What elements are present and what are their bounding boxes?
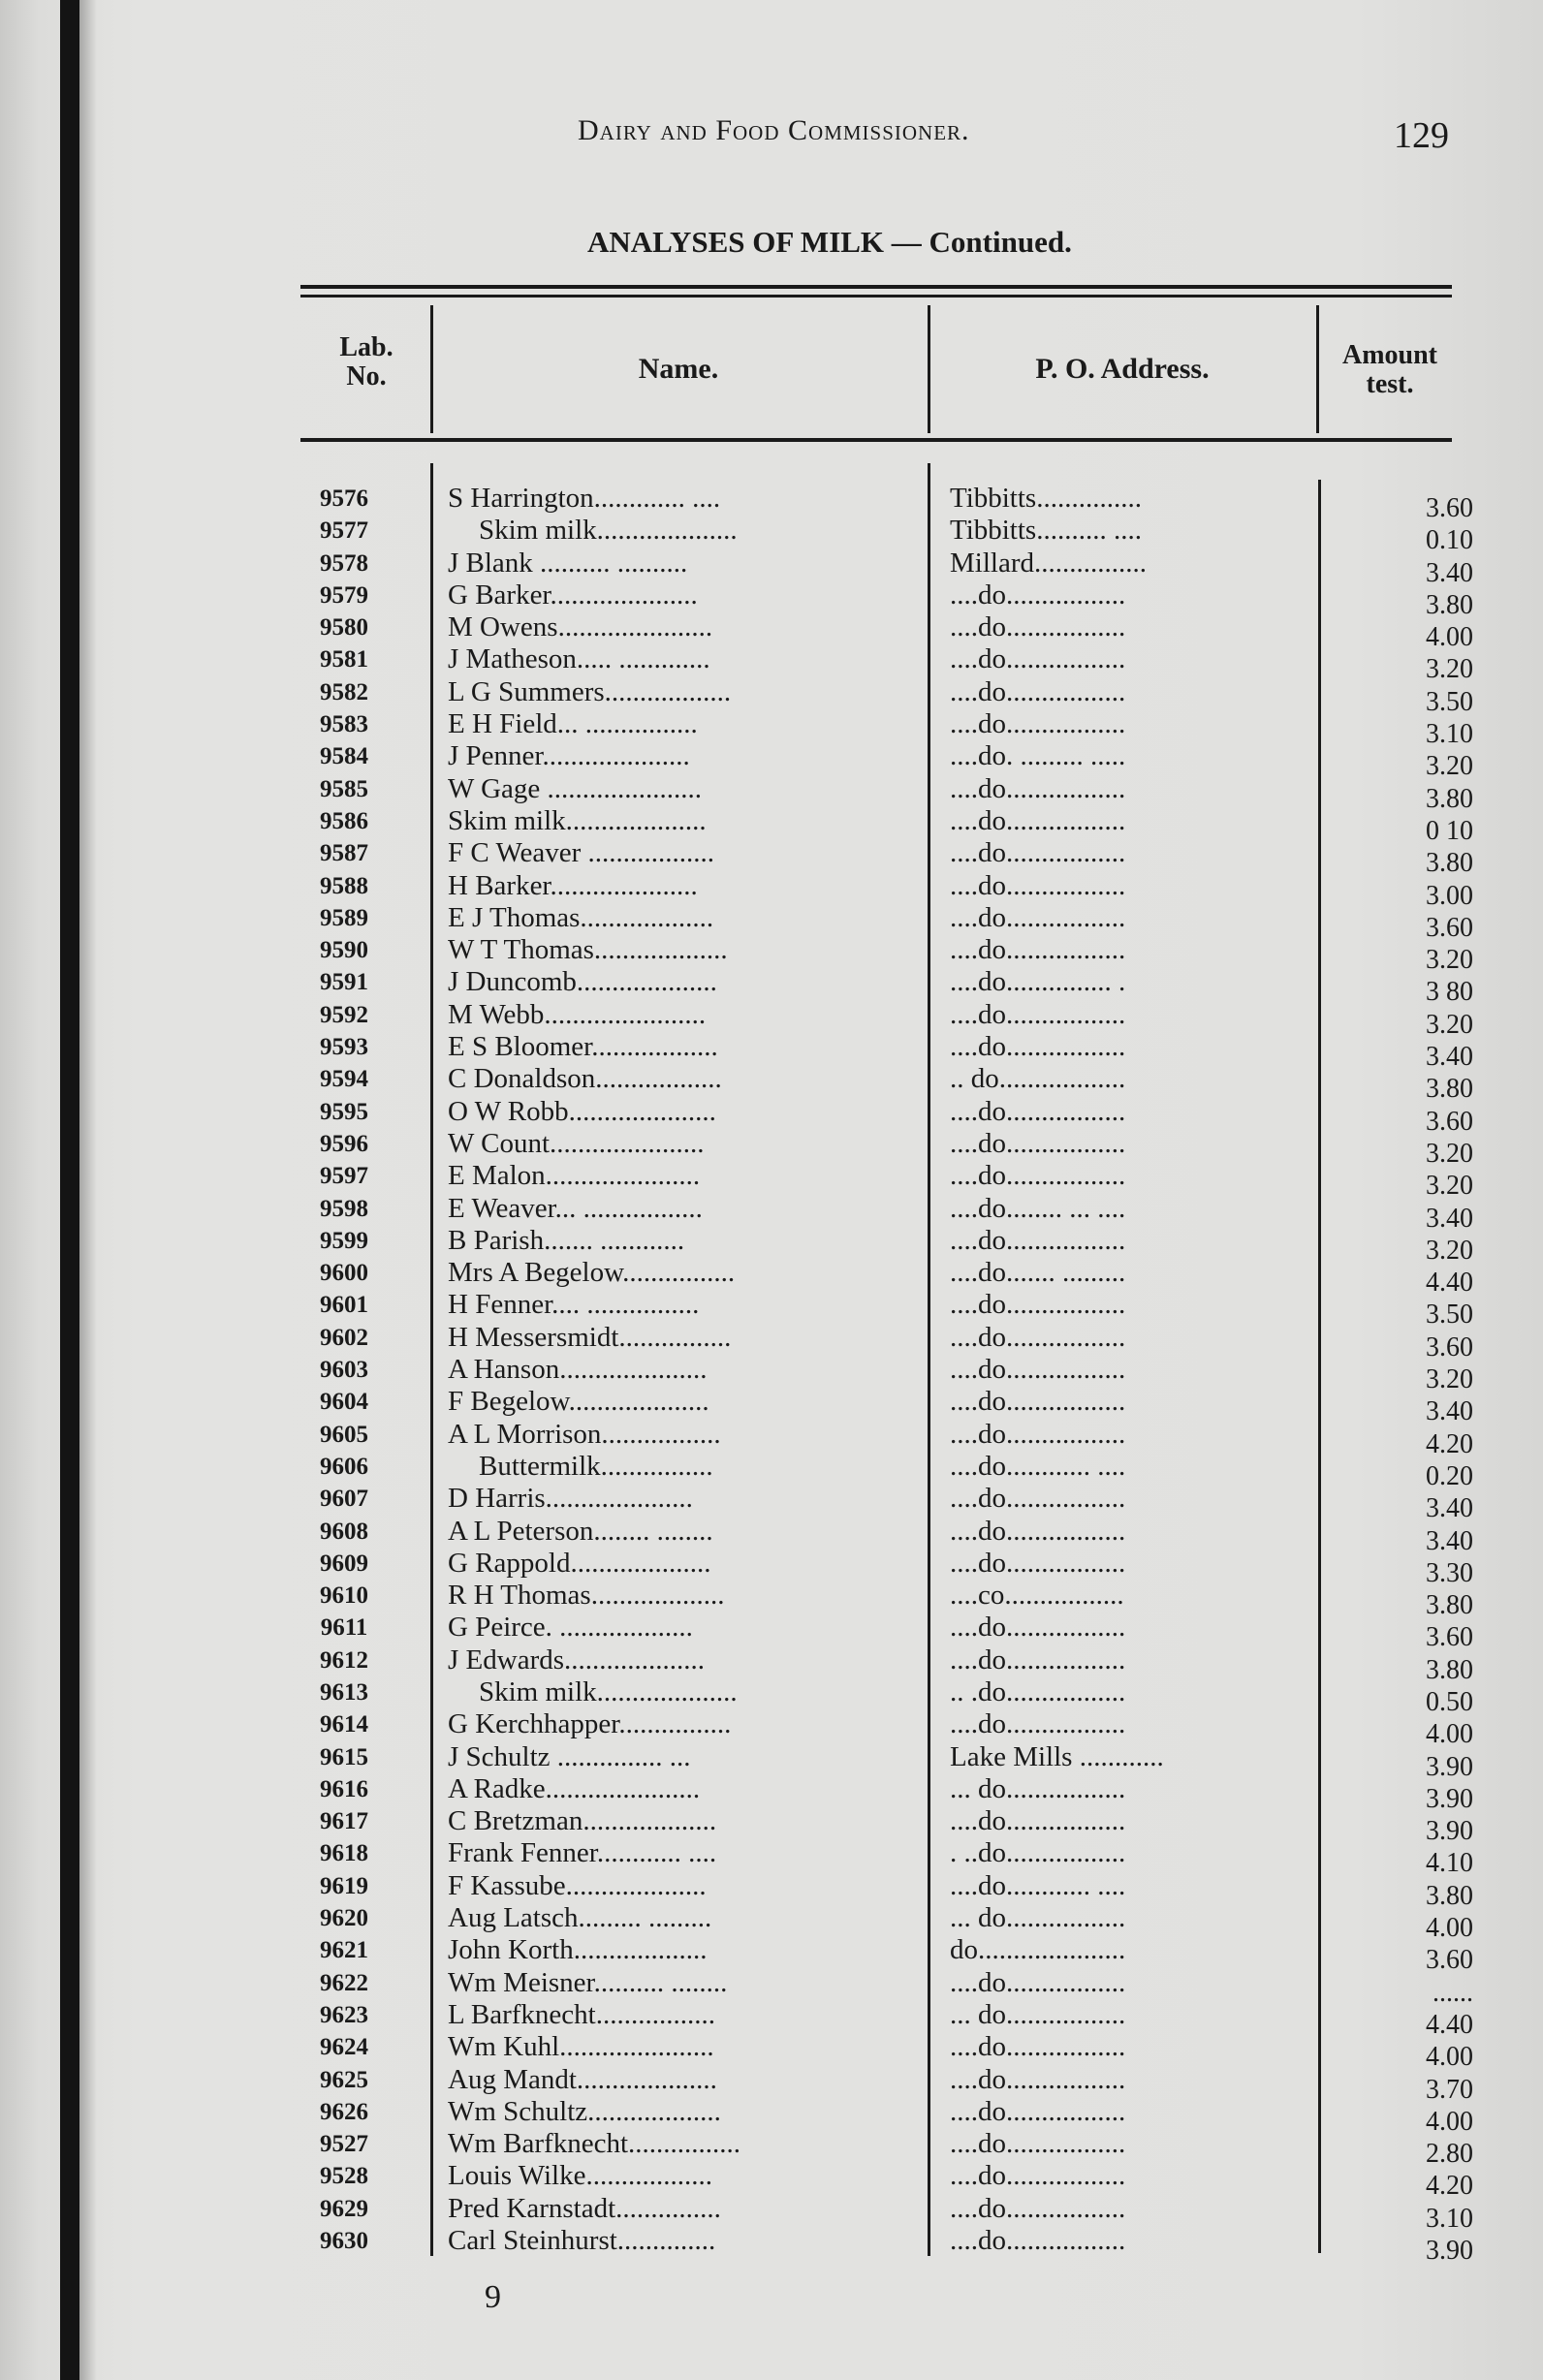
name-cell: J Blank .......... .......... — [448, 547, 688, 579]
table-row — [291, 1772, 1473, 1814]
header-amount — [1322, 341, 1458, 399]
amount-cell: 3.20 — [1426, 1171, 1473, 1202]
lab-number: 9578 — [320, 549, 368, 577]
amount-cell: 3.40 — [1426, 1525, 1473, 1556]
amount-cell: ...... — [1433, 1977, 1473, 2008]
address-cell: ....do................. — [950, 998, 1126, 1030]
name-cell: E H Field... ................ — [448, 708, 698, 740]
address-cell: Millard................ — [950, 547, 1147, 579]
lab-number: 9602 — [320, 1324, 368, 1351]
name-cell: E S Bloomer.................. — [448, 1031, 718, 1063]
table-row — [291, 2063, 1473, 2105]
lab-number: 9527 — [320, 2131, 368, 2158]
lab-number: 9624 — [320, 2034, 368, 2061]
lab-number: 9586 — [320, 807, 368, 834]
name-cell: M Owens...................... — [448, 611, 713, 643]
table-row — [291, 1902, 1473, 1944]
address-cell: ....do................. — [950, 2063, 1126, 2095]
name-cell: J Duncomb.................... — [448, 966, 717, 998]
name-cell: G Peirce. ................... — [448, 1612, 693, 1644]
header-divider-3 — [1316, 305, 1319, 433]
lab-number: 9582 — [320, 678, 368, 705]
amount-cell: 3.20 — [1426, 945, 1473, 976]
lab-number: 9605 — [320, 1421, 368, 1448]
amount-cell: 3 80 — [1426, 977, 1473, 1008]
lab-number: 9622 — [320, 1969, 368, 1996]
lab-number: 9625 — [320, 2066, 368, 2093]
amount-cell: 3.40 — [1426, 1203, 1473, 1234]
amount-cell: 2.80 — [1426, 2139, 1473, 2170]
table-row — [291, 675, 1473, 717]
address-cell: ....do................. — [950, 1708, 1126, 1740]
name-cell: A L Peterson........ ........ — [448, 1515, 713, 1547]
address-cell: ....do................. — [950, 1031, 1126, 1063]
table-row — [291, 1127, 1473, 1169]
amount-cell: 3.10 — [1426, 2203, 1473, 2234]
lab-number: 9589 — [320, 904, 368, 931]
name-cell: C Donaldson.................. — [448, 1063, 722, 1095]
name-cell: L Barfknecht................. — [448, 1998, 715, 2030]
name-cell: Frank Fenner............ .... — [448, 1837, 717, 1869]
amount-cell: 3.10 — [1426, 719, 1473, 750]
address-cell: ....do................. — [950, 643, 1126, 675]
lab-number: 9613 — [320, 1678, 368, 1706]
name-cell: John Korth................... — [448, 1934, 708, 1966]
amount-cell: 3.80 — [1426, 1654, 1473, 1685]
name-cell: F Kassube.................... — [448, 1869, 707, 1901]
table-row — [291, 1192, 1473, 1234]
lab-number: 9580 — [320, 614, 368, 642]
address-cell: .. .do................. — [950, 1675, 1126, 1707]
address-cell: Tibbitts.......... .... — [950, 515, 1142, 547]
address-cell: ....do................. — [950, 1095, 1126, 1127]
header-address: P. O. Address. — [1035, 353, 1210, 385]
amount-cell: 3.90 — [1426, 2236, 1473, 2267]
name-cell: L G Summers.................. — [448, 675, 732, 707]
address-cell: ....do................. — [950, 708, 1126, 740]
name-cell: W Count...................... — [448, 1127, 705, 1159]
book-binding-edge — [60, 0, 79, 2380]
address-cell: ....do....... ......... — [950, 1257, 1126, 1289]
milk-analyses-table — [291, 483, 1473, 2267]
amount-cell: 3.80 — [1426, 848, 1473, 879]
address-cell: ....do................. — [950, 1612, 1126, 1644]
table-row — [291, 1547, 1473, 1588]
table-row — [291, 643, 1473, 685]
amount-cell: 3.40 — [1426, 557, 1473, 588]
name-cell: J Edwards.................... — [448, 1644, 706, 1675]
amount-cell: 3.90 — [1426, 1751, 1473, 1782]
amount-cell: 3.80 — [1426, 1074, 1473, 1105]
table-row — [291, 1644, 1473, 1685]
amount-cell: 4.00 — [1426, 2106, 1473, 2137]
amount-cell: 3.80 — [1426, 783, 1473, 814]
table-row — [291, 2128, 1473, 2170]
address-cell: ... do................. — [950, 1902, 1126, 1934]
name-cell: W Gage ...................... — [448, 772, 703, 804]
address-cell: ....do................. — [950, 2225, 1126, 2257]
name-cell: E Weaver... ................. — [448, 1192, 703, 1224]
amount-cell: 3.20 — [1426, 1364, 1473, 1395]
address-cell: ....do................. — [950, 1644, 1126, 1675]
lab-number: 9610 — [320, 1582, 368, 1610]
lab-number: 9596 — [320, 1130, 368, 1157]
amount-cell: 3.30 — [1426, 1557, 1473, 1588]
table-row — [291, 708, 1473, 750]
page-number: 129 — [1394, 115, 1449, 156]
lab-number: 9579 — [320, 581, 368, 609]
address-cell: ....do................. — [950, 1289, 1126, 1321]
amount-cell: 4.00 — [1426, 1913, 1473, 1944]
lab-number: 9616 — [320, 1775, 368, 1802]
address-cell: ....do................. — [950, 1127, 1126, 1159]
lab-number: 9621 — [320, 1937, 368, 1964]
name-cell: Skim milk.................... — [448, 804, 707, 836]
lab-number: 9581 — [320, 646, 368, 673]
table-row — [291, 1224, 1473, 1266]
address-cell: ....co................. — [950, 1580, 1124, 1612]
name-cell: Carl Steinhurst.............. — [448, 2225, 716, 2257]
amount-cell: 3.60 — [1426, 1622, 1473, 1653]
address-cell: ....do................. — [950, 772, 1126, 804]
name-cell: Louis Wilke.................. — [448, 2160, 712, 2192]
address-cell: ....do................. — [950, 2031, 1126, 2063]
lab-number: 9611 — [320, 1614, 368, 1642]
name-cell: Pred Karnstadt............... — [448, 2192, 721, 2224]
lab-number: 9588 — [320, 872, 368, 899]
table-row — [291, 869, 1473, 911]
table-row — [291, 837, 1473, 879]
address-cell: ... do................. — [950, 1772, 1126, 1804]
address-cell: ....do................. — [950, 2192, 1126, 2224]
lab-number: 9585 — [320, 775, 368, 802]
name-cell: Skim milk.................... — [479, 515, 738, 547]
name-cell: G Rappold.................... — [448, 1547, 711, 1579]
address-cell: ....do................. — [950, 1805, 1126, 1837]
address-cell: ....do............ .... — [950, 1869, 1126, 1901]
table-row — [291, 2225, 1473, 2267]
table-row — [291, 740, 1473, 782]
address-cell: ....do................. — [950, 2095, 1126, 2127]
table-title: ANALYSES OF MILK — Continued. — [587, 225, 1072, 259]
name-cell: W T Thomas................... — [448, 934, 728, 966]
amount-cell: 4.20 — [1426, 2171, 1473, 2202]
name-cell: A Radke...................... — [448, 1772, 701, 1804]
table-row — [291, 1031, 1473, 1073]
amount-cell: 4.00 — [1426, 2042, 1473, 2073]
table-row — [291, 1354, 1473, 1395]
lab-number: 9593 — [320, 1034, 368, 1061]
header-amount-text: Amount test. — [1341, 340, 1437, 399]
amount-cell: 4.40 — [1426, 1268, 1473, 1299]
address-cell: ....do................. — [950, 1386, 1126, 1418]
lab-number: 9608 — [320, 1518, 368, 1545]
name-cell: F Begelow.................... — [448, 1386, 709, 1418]
amount-cell: 3.90 — [1426, 1816, 1473, 1847]
amount-cell: 4.10 — [1426, 1848, 1473, 1879]
top-double-rule-2 — [300, 295, 1452, 298]
lab-number: 9590 — [320, 937, 368, 964]
amount-cell: 3.20 — [1426, 654, 1473, 685]
table-row — [291, 1675, 1473, 1717]
table-row — [291, 1160, 1473, 1202]
table-row — [291, 515, 1473, 556]
name-cell: H Barker..................... — [448, 869, 698, 901]
name-cell: Wm Schultz................... — [448, 2095, 721, 2127]
table-row — [291, 2095, 1473, 2137]
name-cell: H Fenner.... ................ — [448, 1289, 700, 1321]
lab-number: 9601 — [320, 1292, 368, 1319]
address-cell: ....do................. — [950, 1418, 1126, 1450]
amount-cell: 0 10 — [1426, 815, 1473, 846]
address-cell: ....do............ .... — [950, 1450, 1126, 1482]
name-cell: Skim milk.................... — [479, 1675, 738, 1707]
amount-cell: 3.20 — [1426, 751, 1473, 782]
amount-cell: 3.60 — [1426, 912, 1473, 943]
table-row — [291, 966, 1473, 1008]
table-row — [291, 1708, 1473, 1750]
amount-cell: 3.50 — [1426, 686, 1473, 717]
amount-cell: 3.70 — [1426, 2074, 1473, 2105]
name-cell: J Matheson..... ............. — [448, 643, 710, 675]
amount-cell: 3.60 — [1426, 1106, 1473, 1137]
lab-number: 9618 — [320, 1840, 368, 1867]
lab-number: 9630 — [320, 2228, 368, 2255]
lab-number: 9609 — [320, 1550, 368, 1577]
name-cell: Aug Latsch......... ......... — [448, 1902, 712, 1934]
address-cell: ....do................. — [950, 1547, 1126, 1579]
amount-cell: 3.20 — [1426, 1235, 1473, 1266]
header-lab-no — [308, 333, 425, 391]
amount-cell: 3.40 — [1426, 1042, 1473, 1073]
amount-cell: 4.00 — [1426, 1719, 1473, 1750]
address-cell: ....do. ......... ..... — [950, 740, 1126, 772]
amount-cell: 4.20 — [1426, 1428, 1473, 1459]
name-cell: G Barker..................... — [448, 579, 698, 611]
table-row — [291, 804, 1473, 846]
table-row — [291, 1837, 1473, 1879]
amount-cell: 3.50 — [1426, 1300, 1473, 1331]
amount-cell: 4.40 — [1426, 2009, 1473, 2040]
table-row — [291, 1515, 1473, 1556]
table-row — [291, 611, 1473, 653]
top-double-rule-1 — [300, 285, 1452, 289]
address-cell: ....do................. — [950, 1321, 1126, 1353]
table-row — [291, 2160, 1473, 2202]
name-cell: J Penner..................... — [448, 740, 690, 772]
lab-number: 9577 — [320, 517, 368, 545]
lab-number: 9607 — [320, 1486, 368, 1513]
table-row — [291, 483, 1473, 523]
lab-number: 9626 — [320, 2098, 368, 2125]
name-cell: J Schultz ............... ... — [448, 1740, 691, 1772]
name-cell: E Malon...................... — [448, 1160, 701, 1192]
lab-number: 9600 — [320, 1260, 368, 1287]
name-cell: Aug Mandt.................... — [448, 2063, 717, 2095]
binding-shadow — [79, 0, 97, 2380]
address-cell: .. do.................. — [950, 1063, 1126, 1095]
name-cell: A L Morrison................. — [448, 1418, 721, 1450]
table-row — [291, 579, 1473, 620]
table-row — [291, 1998, 1473, 2040]
address-cell: ....do................. — [950, 1354, 1126, 1386]
amount-cell: 3.20 — [1426, 1138, 1473, 1169]
lab-number: 9617 — [320, 1808, 368, 1835]
table-row — [291, 934, 1473, 976]
address-cell: . ..do................. — [950, 1837, 1126, 1869]
amount-cell: 4.00 — [1426, 622, 1473, 653]
table-row — [291, 1289, 1473, 1331]
table-row — [291, 547, 1473, 588]
header-lab-no-text: Lab. No. — [339, 332, 394, 391]
name-cell: Wm Meisner.......... ........ — [448, 1966, 728, 1998]
name-cell: B Parish....... ............ — [448, 1224, 685, 1256]
header-bottom-rule — [300, 438, 1452, 442]
address-cell: ....do........ ... .... — [950, 1192, 1126, 1224]
amount-cell: 3.80 — [1426, 589, 1473, 620]
table-row — [291, 1612, 1473, 1653]
table-row — [291, 2031, 1473, 2073]
address-cell: do..................... — [950, 1934, 1126, 1966]
address-cell: ....do................. — [950, 804, 1126, 836]
address-cell: ....do................. — [950, 934, 1126, 966]
name-cell: Wm Kuhl...................... — [448, 2031, 714, 2063]
address-cell: ....do................. — [950, 901, 1126, 933]
address-cell: ....do................. — [950, 1483, 1126, 1515]
address-cell: ....do................. — [950, 2160, 1126, 2192]
table-row — [291, 1966, 1473, 2008]
amount-cell: 0.10 — [1426, 525, 1473, 556]
lab-number: 9599 — [320, 1227, 368, 1254]
running-head: Dairy and Food Commissioner. — [578, 114, 970, 146]
name-cell: D Harris..................... — [448, 1483, 693, 1515]
name-cell: A Hanson..................... — [448, 1354, 708, 1386]
table-row — [291, 1095, 1473, 1137]
signature-mark: 9 — [485, 2279, 501, 2315]
table-row — [291, 1450, 1473, 1491]
lab-number: 9583 — [320, 711, 368, 738]
lab-number: 9629 — [320, 2195, 368, 2222]
header-divider-2 — [928, 305, 930, 433]
table-row — [291, 772, 1473, 814]
header-divider-1 — [430, 305, 433, 433]
lab-number: 9597 — [320, 1163, 368, 1190]
address-cell: ....do................. — [950, 1966, 1126, 1998]
table-row — [291, 1063, 1473, 1105]
lab-number: 9591 — [320, 969, 368, 996]
lab-number: 9619 — [320, 1872, 368, 1899]
address-cell: Lake Mills ............ — [950, 1740, 1164, 1772]
address-cell: ....do................. — [950, 579, 1126, 611]
amount-cell: 3.60 — [1426, 1331, 1473, 1362]
lab-number: 9587 — [320, 840, 368, 867]
name-cell: C Bretzman................... — [448, 1805, 717, 1837]
amount-cell: 3.60 — [1426, 1945, 1473, 1976]
amount-cell: 3.00 — [1426, 880, 1473, 911]
lab-number: 9606 — [320, 1453, 368, 1480]
lab-number: 9598 — [320, 1195, 368, 1222]
table-row — [291, 1805, 1473, 1847]
lab-number: 9612 — [320, 1646, 368, 1674]
table-row — [291, 901, 1473, 943]
address-cell: ....do................. — [950, 1515, 1126, 1547]
table-row — [291, 1580, 1473, 1621]
table-row — [291, 1418, 1473, 1459]
lab-number: 9614 — [320, 1711, 368, 1738]
lab-number: 9623 — [320, 2001, 368, 2028]
amount-cell: 3.90 — [1426, 1783, 1473, 1814]
table-row — [291, 1386, 1473, 1427]
name-cell: G Kerchhapper................ — [448, 1708, 732, 1740]
lab-number: 9595 — [320, 1098, 368, 1125]
address-cell: ....do................. — [950, 611, 1126, 643]
amount-cell: 3.40 — [1426, 1396, 1473, 1427]
table-row — [291, 998, 1473, 1040]
amount-cell: 3.40 — [1426, 1493, 1473, 1524]
name-cell: O W Robb..................... — [448, 1095, 716, 1127]
address-cell: ....do............... . — [950, 966, 1126, 998]
lab-number: 9603 — [320, 1357, 368, 1384]
name-cell: E J Thomas................... — [448, 901, 714, 933]
lab-number: 9576 — [320, 485, 368, 512]
name-cell: H Messersmidt................ — [448, 1321, 732, 1353]
address-cell: ....do................. — [950, 1160, 1126, 1192]
amount-cell: 0.20 — [1426, 1460, 1473, 1491]
lab-number: 9584 — [320, 743, 368, 770]
name-cell: Mrs A Begelow................ — [448, 1257, 736, 1289]
table-row — [291, 1934, 1473, 1976]
address-cell: ... do................. — [950, 1998, 1126, 2030]
lab-number: 9594 — [320, 1066, 368, 1093]
lab-number: 9604 — [320, 1389, 368, 1416]
address-cell: ....do................. — [950, 1224, 1126, 1256]
amount-cell: 3.20 — [1426, 1009, 1473, 1040]
amount-cell: 3.60 — [1426, 493, 1473, 523]
table-row — [291, 1483, 1473, 1524]
table-row — [291, 1869, 1473, 1911]
amount-cell: 3.80 — [1426, 1590, 1473, 1621]
address-cell: ....do................. — [950, 2128, 1126, 2160]
table-row — [291, 1740, 1473, 1782]
name-cell: Wm Barfknecht................ — [448, 2128, 741, 2160]
lab-number: 9528 — [320, 2163, 368, 2190]
address-cell: ....do................. — [950, 837, 1126, 869]
address-cell: ....do................. — [950, 675, 1126, 707]
name-cell: R H Thomas................... — [448, 1580, 725, 1612]
name-cell: F C Weaver .................. — [448, 837, 715, 869]
lab-number: 9592 — [320, 1001, 368, 1028]
amount-cell: 0.50 — [1426, 1686, 1473, 1717]
lab-number: 9620 — [320, 1905, 368, 1932]
amount-cell: 3.80 — [1426, 1880, 1473, 1911]
table-row — [291, 1321, 1473, 1362]
name-cell: S Harrington............. .... — [448, 483, 721, 514]
name-cell: Buttermilk................ — [479, 1450, 713, 1482]
address-cell: ....do................. — [950, 869, 1126, 901]
table-row — [291, 2192, 1473, 2234]
address-cell: Tibbitts............... — [950, 483, 1142, 514]
name-cell: M Webb....................... — [448, 998, 707, 1030]
header-name: Name. — [638, 353, 719, 385]
table-row — [291, 1257, 1473, 1299]
lab-number: 9615 — [320, 1743, 368, 1770]
